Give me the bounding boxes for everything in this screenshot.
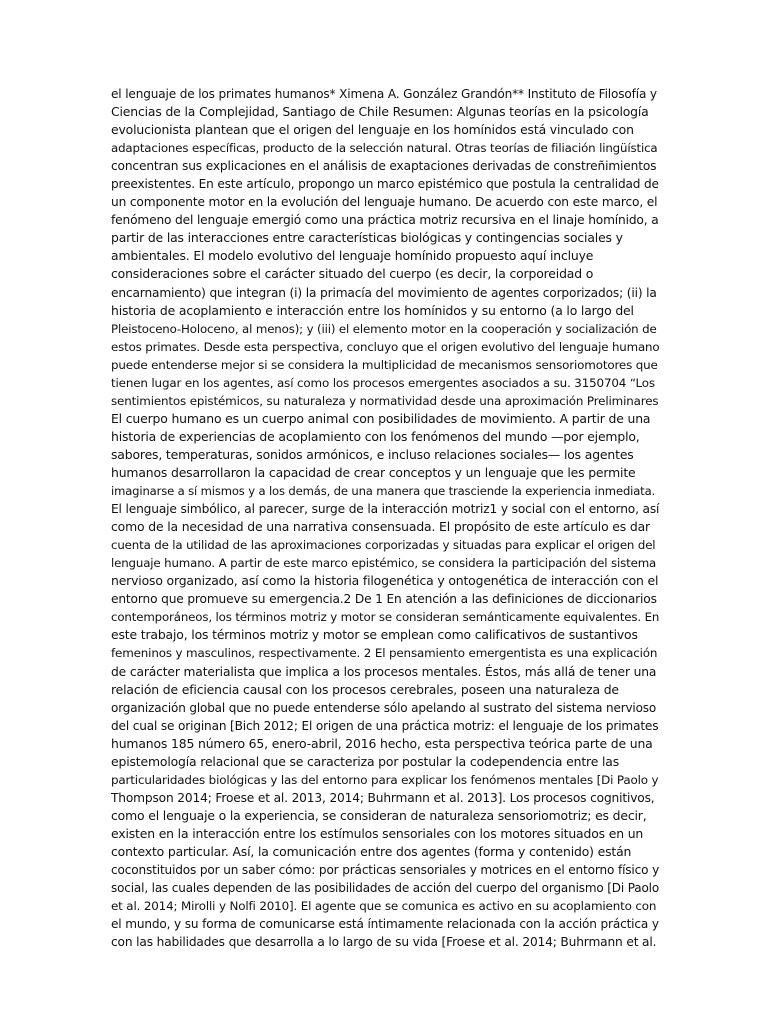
text-line: un componente motor en la evolución del lenguaje humano. De acuerdo con este marco, el bbox=[111, 195, 658, 210]
text-line: estos primates. Desde esta perspectiva, concluyo que el origen evolutivo del lenguaje humano bbox=[111, 339, 660, 354]
text-line: del cual se originan [Bich 2012; El origen de una práctica motriz: el lenguaje de los primates bbox=[111, 718, 659, 733]
text-line: nervioso organizado, así como la historia filogenética y ontogenética de interacción con el bbox=[111, 573, 659, 589]
text-line: entorno que promueve su emergencia.2 De 1 En atención a las definiciones de diccionarios bbox=[111, 592, 657, 607]
text-line: partir de las interacciones entre características biológicas y contingencias sociales y bbox=[111, 230, 623, 246]
text-line: Ciencias de la Complejidad, Santiago de Chile Resumen: Algunas teorías en la psicología bbox=[111, 104, 649, 120]
text-line: humanos desarrollaron la capacidad de crear conceptos y un lenguaje que les permite bbox=[111, 464, 636, 480]
text-line: de carácter materialista que implica a los procesos mentales. Éstos, más allá de tener una bbox=[111, 664, 657, 679]
text-line: con las habilidades que desarrolla a lo largo de su vida [Froese et al. 2014; Buhrmann et al. bbox=[111, 935, 657, 950]
text-line: femeninos y masculinos, respectivamente. 2 El pensamiento emergentista es una explicación bbox=[111, 646, 658, 661]
text-line: como el lenguaje o la experiencia, se consideran de naturaleza sensoriomotriz; es decir, bbox=[111, 807, 647, 823]
text-line: lenguaje humano. A partir de este marco epistémico, se considera la participación del sistema bbox=[111, 556, 657, 571]
text-line: contemporáneos, los términos motriz y motor se consideran semánticamente equivalentes. En bbox=[111, 610, 660, 625]
text-line: el lenguaje de los primates humanos* Ximena A. González Grandón** Instituto de Filosofía y bbox=[111, 87, 657, 101]
text-line: El cuerpo humano es un cuerpo animal con posibilidades de movimiento. A partir de una bbox=[111, 410, 651, 426]
text-line: fenómeno del lenguaje emergió como una práctica motriz recursiva en el linaje homínido, a bbox=[111, 213, 659, 228]
text-line: humanos 185 número 65, enero-abril, 2016 hecho, esta perspectiva teórica parte de una bbox=[111, 735, 653, 751]
text-line: imaginarse a sí mismos y a los demás, de una manera que trasciende la experiencia inmediata. bbox=[111, 484, 656, 499]
text-line: evolucionista plantean que el origen del lenguaje en los homínidos está vinculado con bbox=[111, 122, 634, 138]
text-line: historia de experiencias de acoplamiento con los fenómenos del mundo —por ejemplo, bbox=[111, 428, 640, 444]
text-line: social, las cuales dependen de las posibilidades de acción del cuerpo del organismo [Di Paolo bbox=[111, 881, 660, 896]
text-line: Thompson 2014; Froese et al. 2013, 2014; Buhrmann et al. 2013]. Los procesos cognitivos, bbox=[111, 790, 655, 805]
text-line: historia de acoplamiento e interacción entre los homínidos y su entorno (a lo largo del bbox=[111, 302, 634, 318]
text-line: como de la necesidad de una narrativa consensuada. El propósito de este artículo es dar bbox=[111, 519, 650, 535]
text-line: et al. 2014; Mirolli y Nolfi 2010]. El agente que se comunica es activo en su acoplamiento con bbox=[111, 899, 657, 914]
text-line: tienen lugar en los agentes, así como los procesos emergentes asociados a su. 3150704 “Los bbox=[111, 375, 655, 390]
text-line: adaptaciones específicas, producto de la selección natural. Otras teorías de filiación lingüística bbox=[111, 141, 658, 156]
text-line: sentimientos epistémicos, su naturaleza y normatividad desde una aproximación Preliminares bbox=[111, 393, 659, 408]
text-line: encarnamiento) que integran (i) la primacía del movimiento de agentes corporizados; (ii) la bbox=[111, 285, 657, 300]
text-line: este trabajo, los términos motriz y motor se emplean como calificativos de sustantivos bbox=[111, 627, 638, 643]
text-line: preexistentes. En este artículo, propongo un marco epistémico que postula la centralidad de bbox=[111, 177, 659, 192]
text-line: El lenguaje simbólico, al parecer, surge de la interacción motriz1 y social con el entorno, así bbox=[111, 502, 660, 517]
text-line: epistemología relacional que se caracteriza por postular la codependencia entre las bbox=[111, 753, 620, 769]
text-line: ambientales. El modelo evolutivo del lenguaje homínido propuesto aquí incluye bbox=[111, 248, 594, 264]
text-line: organización global que no puede entenderse sólo apelando al sustrato del sistema nervioso bbox=[111, 700, 657, 715]
text-line: cuenta de la utilidad de las aproximaciones corporizadas y situadas para explicar el origen del bbox=[111, 538, 656, 553]
text-line: concentran sus explicaciones en el análisis de exaptaciones derivadas de constreñimientos bbox=[111, 159, 657, 174]
text-line: contexto particular. Así, la comunicación entre dos agentes (forma y contenido) están bbox=[111, 843, 632, 859]
text-line: relación de eficiencia causal con los procesos cerebrales, poseen una naturaleza de bbox=[111, 681, 619, 697]
text-line: particularidades biológicas y las del entorno para explicar los fenómenos mentales [Di Paolo y bbox=[111, 772, 659, 787]
text-line: coconstituidos por un saber cómo: por prácticas sensoriales y motrices en el entorno físico y bbox=[111, 863, 660, 878]
text-line: consideraciones sobre el carácter situado del cuerpo (es decir, la corporeidad o bbox=[111, 266, 594, 282]
text-line: sabores, temperaturas, sonidos armónicos, e incluso relaciones sociales— los agentes bbox=[111, 446, 634, 462]
text-line: existen en la interacción entre los estímulos sensoriales con los motores situados en un bbox=[111, 825, 644, 841]
text-line: Pleistoceno-Holoceno, al menos); y (iii) el elemento motor en la cooperación y socialización de bbox=[111, 321, 657, 336]
text-line: el mundo, y su forma de comunicarse está íntimamente relacionada con la acción práctica y bbox=[111, 917, 659, 932]
document-page bbox=[111, 85, 659, 951]
text-line: puede entenderse mejor si se considera la multiplicidad de mecanismos sensoriomotores que bbox=[111, 357, 658, 372]
